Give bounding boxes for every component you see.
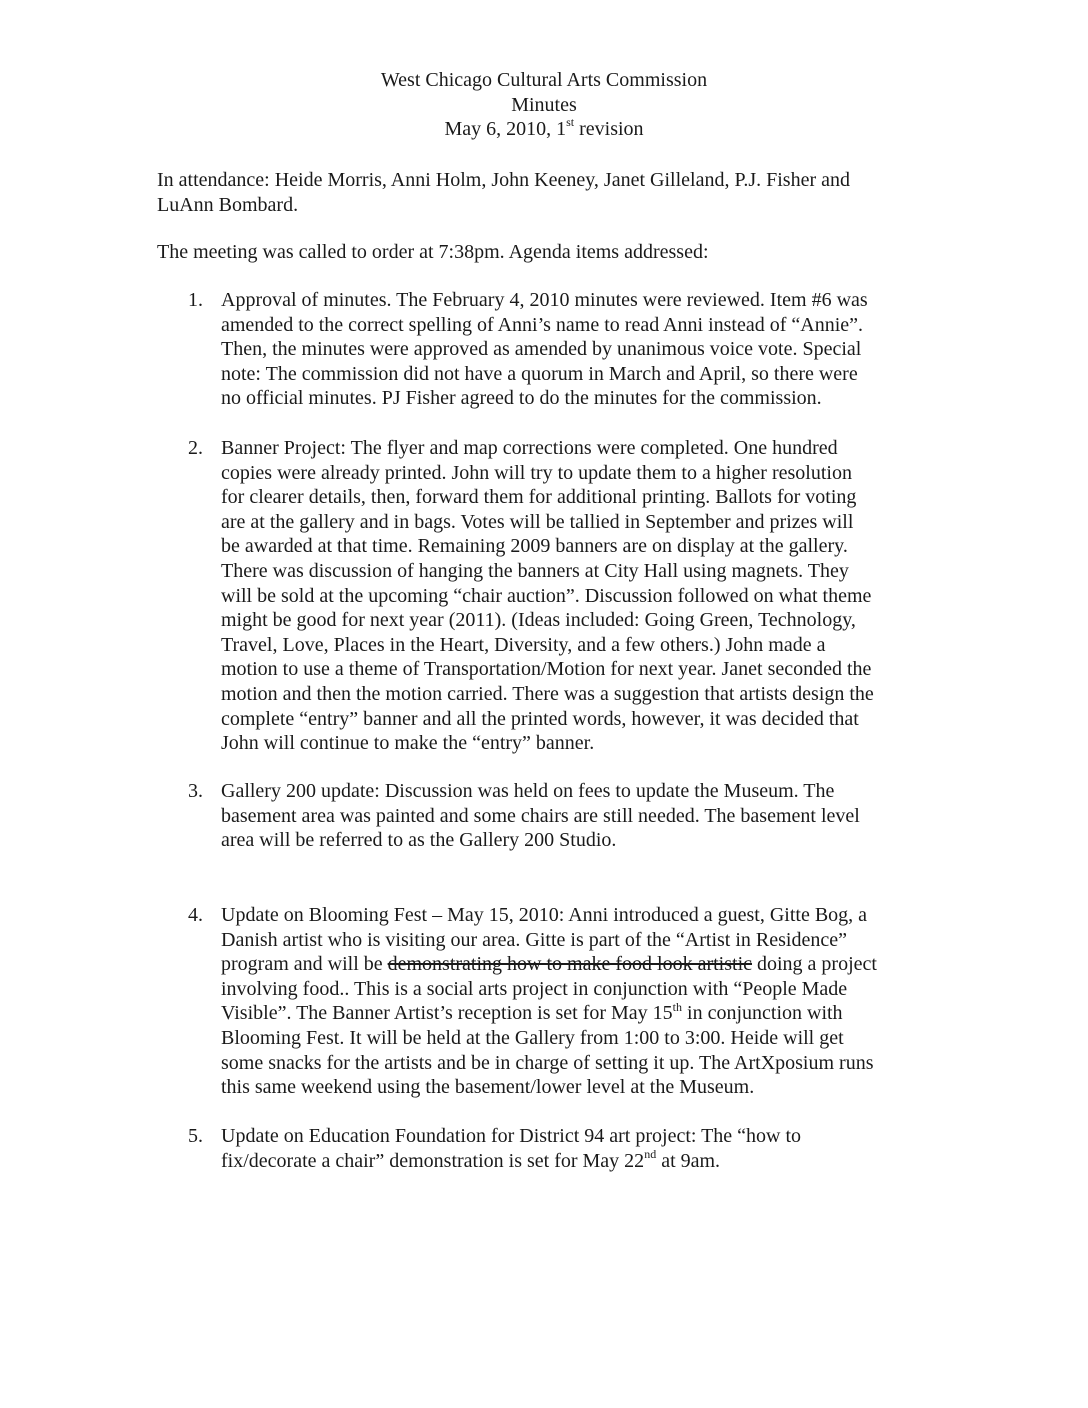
item-text: Update on Blooming Fest – May 15, 2010: Anni introduced a guest, Gitte Bog, a Danish artist who is visiting our area. Gitte is part of the “Artist in Residence” program and will be demonstrating how to make food look artistic doing a project involving food.. This is a social arts project in conjunction with “People Made Visible”. The Banner Artist’s reception is set for May 15th in conjunction with Blooming Fest. It will be held at the Gallery from 1:00 to 3:00. Heide will get some snacks for the artists and be in charge of setting it up. The ArtXposium runs this same weekend using the basement/lower level at the Museum. bbox=[221, 904, 877, 1099]
commission-title: West Chicago Cultural Arts Commission bbox=[380, 69, 708, 91]
meeting-date: May 6, 2010, 1st revision bbox=[444, 115, 644, 140]
item-number: 3. bbox=[188, 780, 203, 802]
struck-text: demonstrating how to make food look artistic bbox=[387, 953, 752, 976]
intro-paragraph: The meeting was called to order at 7:38pm. Agenda items addressed: bbox=[157, 241, 709, 263]
item-number: 5. bbox=[188, 1125, 203, 1147]
item-text: Update on Education Foundation for District 94 art project: The “how to fix/decorate a chair” demonstration is set for May 22nd at 9am. bbox=[221, 1125, 802, 1172]
item-text: Banner Project: The flyer and map corrections were completed. One hundred copies were already printed. John will try to update them to a higher resolution for clearer details, then, forward them for additional printing. Ballots for voting are at the gallery and in bags. Votes will be tallied in September and prizes will be awarded at that time. Remaining 2009 banners are on display at the gallery. There was discussion of hanging the banners at City Hall using magnets. They will be sold at the upcoming “chair auction”. Discussion followed on what theme might be good for next year (2011). (Ideas included: Going Green, Technology, Travel, Love, Places in the Heart, Diversity, and a few others.) John made a motion to use a theme of Transportation/Motion for next year. Janet seconded the motion and then the motion carried. There was a suggestion that artists design the complete “entry” banner and all the printed words, however, it was decided that John will continue to make the “entry” banner. bbox=[221, 437, 874, 755]
item-text: Gallery 200 update: Discussion was held on fees to update the Museum. The basement area was painted and some chairs are still needed. The basement level area will be referred to as the Gallery 200 Studio. bbox=[221, 780, 860, 852]
item-number: 2. bbox=[188, 437, 203, 459]
item-number: 1. bbox=[188, 289, 203, 311]
minutes-title: Minutes bbox=[511, 93, 577, 116]
document-header bbox=[0, 68, 1088, 142]
item-number: 4. bbox=[188, 904, 203, 926]
item-text: Approval of minutes. The February 4, 2010 minutes were reviewed. Item #6 was amended to the correct spelling of Anni’s name to read Anni instead of “Annie”. Then, the minutes were approved as amended by unanimous voice vote. Special note: The commission did not have a quorum in March and April, so there were no official minutes. PJ Fisher agreed to do the minutes for the commission. bbox=[221, 289, 868, 410]
attendance-paragraph: In attendance: Heide Morris, Anni Holm, John Keeney, Janet Gilleland, P.J. Fisher and LuAnn Bombard. bbox=[157, 169, 851, 216]
